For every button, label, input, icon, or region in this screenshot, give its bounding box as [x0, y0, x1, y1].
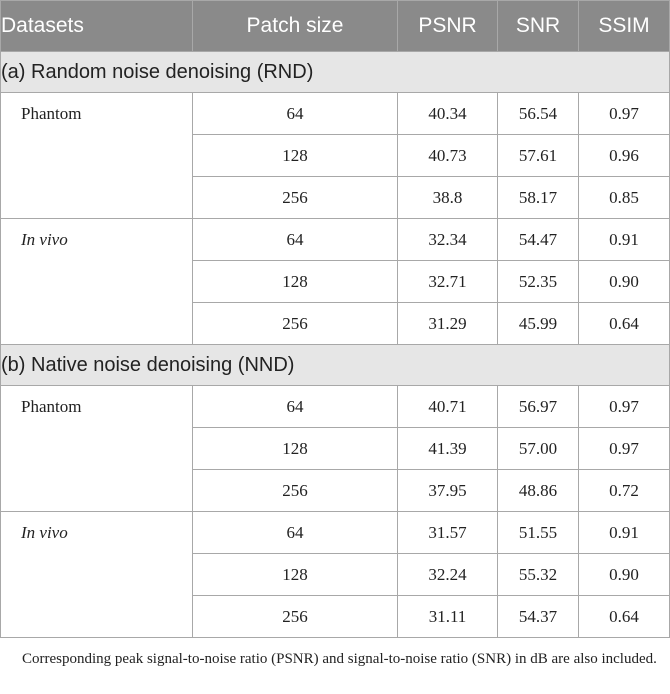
snr-cell: 56.97 — [498, 386, 579, 428]
patch-size-cell: 128 — [193, 261, 398, 303]
ssim-cell: 0.64 — [579, 303, 670, 345]
ssim-cell: 0.96 — [579, 135, 670, 177]
snr-cell: 55.32 — [498, 554, 579, 596]
ssim-cell: 0.97 — [579, 93, 670, 135]
ssim-cell: 0.97 — [579, 428, 670, 470]
section-title: (a) Random noise denoising (RND) — [1, 52, 670, 93]
snr-cell: 48.86 — [498, 470, 579, 512]
psnr-cell: 41.39 — [398, 428, 498, 470]
psnr-cell: 40.34 — [398, 93, 498, 135]
table-caption: Corresponding peak signal-to-noise ratio (PSNR) and signal-to-noise ratio (SNR) in dB are also included. — [22, 651, 657, 667]
ssim-cell: 0.91 — [579, 219, 670, 261]
table-row — [1, 512, 670, 554]
psnr-cell: 40.73 — [398, 135, 498, 177]
patch-size-cell: 128 — [193, 554, 398, 596]
table-header — [1, 1, 670, 52]
table-row — [1, 386, 670, 428]
header-row — [1, 1, 670, 52]
table-row — [1, 93, 670, 135]
patch-size-cell: 256 — [193, 596, 398, 638]
header-psnr: PSNR — [398, 1, 498, 52]
snr-cell: 54.37 — [498, 596, 579, 638]
header-snr: SNR — [498, 1, 579, 52]
patch-size-cell: 256 — [193, 470, 398, 512]
patch-size-cell: 64 — [193, 219, 398, 261]
psnr-cell: 31.29 — [398, 303, 498, 345]
ssim-cell: 0.64 — [579, 596, 670, 638]
snr-cell: 54.47 — [498, 219, 579, 261]
psnr-cell: 38.8 — [398, 177, 498, 219]
snr-cell: 57.00 — [498, 428, 579, 470]
header-ssim: SSIM — [579, 1, 670, 52]
snr-cell: 56.54 — [498, 93, 579, 135]
snr-cell: 45.99 — [498, 303, 579, 345]
dataset-cell: In vivo — [1, 219, 193, 345]
snr-cell: 58.17 — [498, 177, 579, 219]
header-datasets: Datasets — [1, 1, 193, 52]
psnr-cell: 40.71 — [398, 386, 498, 428]
dataset-cell: Phantom — [1, 93, 193, 219]
patch-size-cell: 128 — [193, 428, 398, 470]
section-row — [1, 52, 670, 93]
psnr-cell: 32.24 — [398, 554, 498, 596]
patch-size-cell: 64 — [193, 512, 398, 554]
ssim-cell: 0.72 — [579, 470, 670, 512]
ssim-cell: 0.97 — [579, 386, 670, 428]
ssim-cell: 0.90 — [579, 261, 670, 303]
patch-size-cell: 128 — [193, 135, 398, 177]
ssim-cell: 0.90 — [579, 554, 670, 596]
ssim-cell: 0.91 — [579, 512, 670, 554]
snr-cell: 57.61 — [498, 135, 579, 177]
patch-size-cell: 256 — [193, 303, 398, 345]
dataset-cell: In vivo — [1, 512, 193, 638]
psnr-cell: 32.34 — [398, 219, 498, 261]
snr-cell: 52.35 — [498, 261, 579, 303]
psnr-cell: 31.11 — [398, 596, 498, 638]
psnr-cell: 31.57 — [398, 512, 498, 554]
snr-cell: 51.55 — [498, 512, 579, 554]
patch-size-cell: 64 — [193, 386, 398, 428]
psnr-cell: 37.95 — [398, 470, 498, 512]
patch-size-cell: 256 — [193, 177, 398, 219]
section-title: (b) Native noise denoising (NND) — [1, 345, 670, 386]
dataset-cell: Phantom — [1, 386, 193, 512]
patch-size-cell: 64 — [193, 93, 398, 135]
psnr-cell: 32.71 — [398, 261, 498, 303]
table-row — [1, 219, 670, 261]
section-row — [1, 345, 670, 386]
table-body — [1, 52, 670, 638]
header-patch-size: Patch size — [193, 1, 398, 52]
ssim-cell: 0.85 — [579, 177, 670, 219]
